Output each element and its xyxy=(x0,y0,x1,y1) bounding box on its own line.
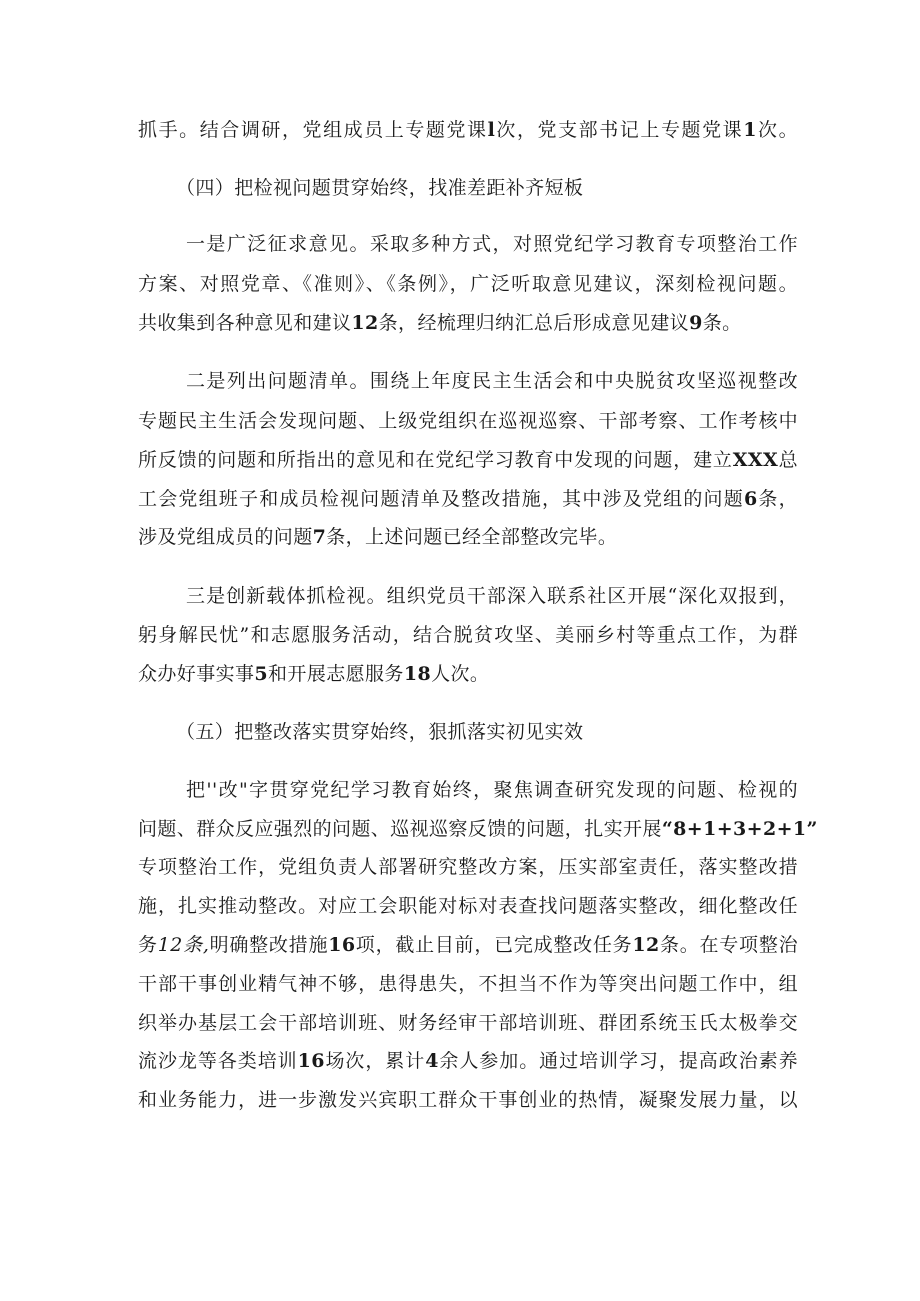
paragraph-line xyxy=(138,1048,798,1074)
paragraph-line xyxy=(186,231,798,257)
text-run: 专题民主生活会发现问题、上级党组织在巡视巡察、干部考察、工作考核中 xyxy=(138,410,798,432)
text-run: 人次。 xyxy=(431,663,490,685)
text-run: 众办好事实事 xyxy=(138,663,255,685)
text-run: 方案、对照党章、《准则》、《条例》，广泛听取意见建议，深刻检视问题。 xyxy=(138,273,798,295)
text-run: 条，经梳理归纳汇总后形成意见建议 xyxy=(378,312,690,334)
text-run: 躬身解民忧”和志愿服务活动，结合脱贫攻坚、美丽乡村等重点工作，为群 xyxy=(138,624,798,646)
paragraph-line xyxy=(138,408,798,434)
paragraph-line xyxy=(138,1010,798,1036)
text-run: 问题、群众反应强烈的问题、巡视巡察反馈的问题，扎实开展 xyxy=(138,818,662,840)
paragraph-line xyxy=(138,816,818,842)
text-run: 条。在专项整治 xyxy=(659,934,798,956)
text-run: 专项整治工作，党组负责人部署研究整改方案，压实部室责任，落实整改措 xyxy=(138,856,798,878)
paragraph-line xyxy=(138,271,798,297)
paragraph-line xyxy=(138,310,798,336)
section-heading-five xyxy=(176,719,836,745)
text-run: 条，上述问题已经全部整改完毕。 xyxy=(326,526,618,548)
text-run: 条， xyxy=(757,488,798,510)
paragraph-line xyxy=(138,932,798,958)
bold-number: 16 xyxy=(328,934,356,956)
paragraph-line xyxy=(138,854,798,880)
text-run: 抓手。结合调研，党组成员上专题党课 xyxy=(138,119,488,141)
text-run: 次，党支部书记上专题党课 xyxy=(495,119,744,141)
text-run: 余人参加。通过培训学习，提高政治素养 xyxy=(438,1050,799,1072)
paragraph-line xyxy=(138,971,798,997)
text-run: 工会党组班子和成员检视问题清单及整改措施，其中涉及党组的问题 xyxy=(138,488,744,510)
bold-number: l xyxy=(487,119,496,141)
bold-number: 6 xyxy=(743,488,758,510)
text-run: 共收集到各种意见和建议 xyxy=(138,312,352,334)
text-run: 三是创新载体抓检视。组织党员干部深入联系社区开展“深化双报到， xyxy=(186,585,798,607)
text-run: 把''改"字贯穿党纪学习教育始终，聚焦调查研究发现的问题、检视的 xyxy=(186,779,798,801)
text-run: 织举办基层工会干部培训班、财务经审干部培训班、群团系统玉氏太极拳交 xyxy=(138,1012,798,1034)
text-run: 干部干事创业精气神不够，患得患失，不担当不作为等突出问题工作中，组 xyxy=(138,973,798,995)
text-run: 施，扎实推动整改。对应工会职能对标对表查找问题落实整改，细化整改任 xyxy=(138,895,798,917)
text-run: 和开展志愿服务 xyxy=(268,663,404,685)
text-run: 和业务能力，进一步激发兴宾职工群众干事创业的热情，凝聚发展力量，以 xyxy=(138,1089,798,1111)
paragraph-line xyxy=(138,622,798,648)
italic-text: 12条, xyxy=(157,934,210,956)
text-run: 二是列出问题清单。围绕上年度民主生活会和中央脱贫攻坚巡视整改 xyxy=(186,370,798,392)
paragraph-line xyxy=(186,777,798,803)
text-run: 所反馈的问题和所指出的意见和在党纪学习教育中发现的问题，建立 xyxy=(138,449,733,471)
section-heading-four xyxy=(176,175,836,201)
text-run: （四）把检视问题贯穿始终，找准差距补齐短板 xyxy=(176,177,584,199)
text-run: 场次，累计 xyxy=(324,1050,426,1072)
paragraph-line xyxy=(186,583,798,609)
bold-number: 4 xyxy=(425,1050,439,1072)
bold-number: 7 xyxy=(312,526,327,548)
bold-number: 18 xyxy=(403,663,432,685)
paragraph-line xyxy=(186,368,798,394)
bold-number: XXX xyxy=(732,449,779,471)
bold-number: “8+1+3+2+1” xyxy=(661,818,818,840)
paragraph-line xyxy=(138,486,798,512)
text-run: 条。 xyxy=(702,312,742,334)
bold-number: 16 xyxy=(297,1050,325,1072)
bold-number: 1 xyxy=(743,119,757,141)
text-run: 总 xyxy=(778,449,798,471)
text-run: 次。 xyxy=(756,119,798,141)
bold-number: 9 xyxy=(689,312,703,334)
bold-number: 12 xyxy=(632,934,660,956)
text-run: （五）把整改落实贯穿始终，狠抓落实初见实效 xyxy=(176,721,584,743)
text-run: 涉及党组成员的问题 xyxy=(138,526,313,548)
text-run: 流沙龙等各类培训 xyxy=(138,1050,298,1072)
paragraph-line xyxy=(138,524,798,550)
paragraph-line xyxy=(138,117,798,143)
bold-number: 5 xyxy=(254,663,269,685)
paragraph-line xyxy=(138,447,798,473)
text-run: 一是广泛征求意见。采取多种方式，对照党纪学习教育专项整治工作 xyxy=(186,233,798,255)
paragraph-line xyxy=(138,1087,798,1113)
text-run: 明确整改措施 xyxy=(209,934,329,956)
text-run: 务 xyxy=(138,934,158,956)
paragraph-line xyxy=(138,893,798,919)
bold-number: 12 xyxy=(351,312,379,334)
paragraph-line xyxy=(138,661,798,687)
text-run: 项，截止目前，已完成整改任务 xyxy=(355,934,633,956)
